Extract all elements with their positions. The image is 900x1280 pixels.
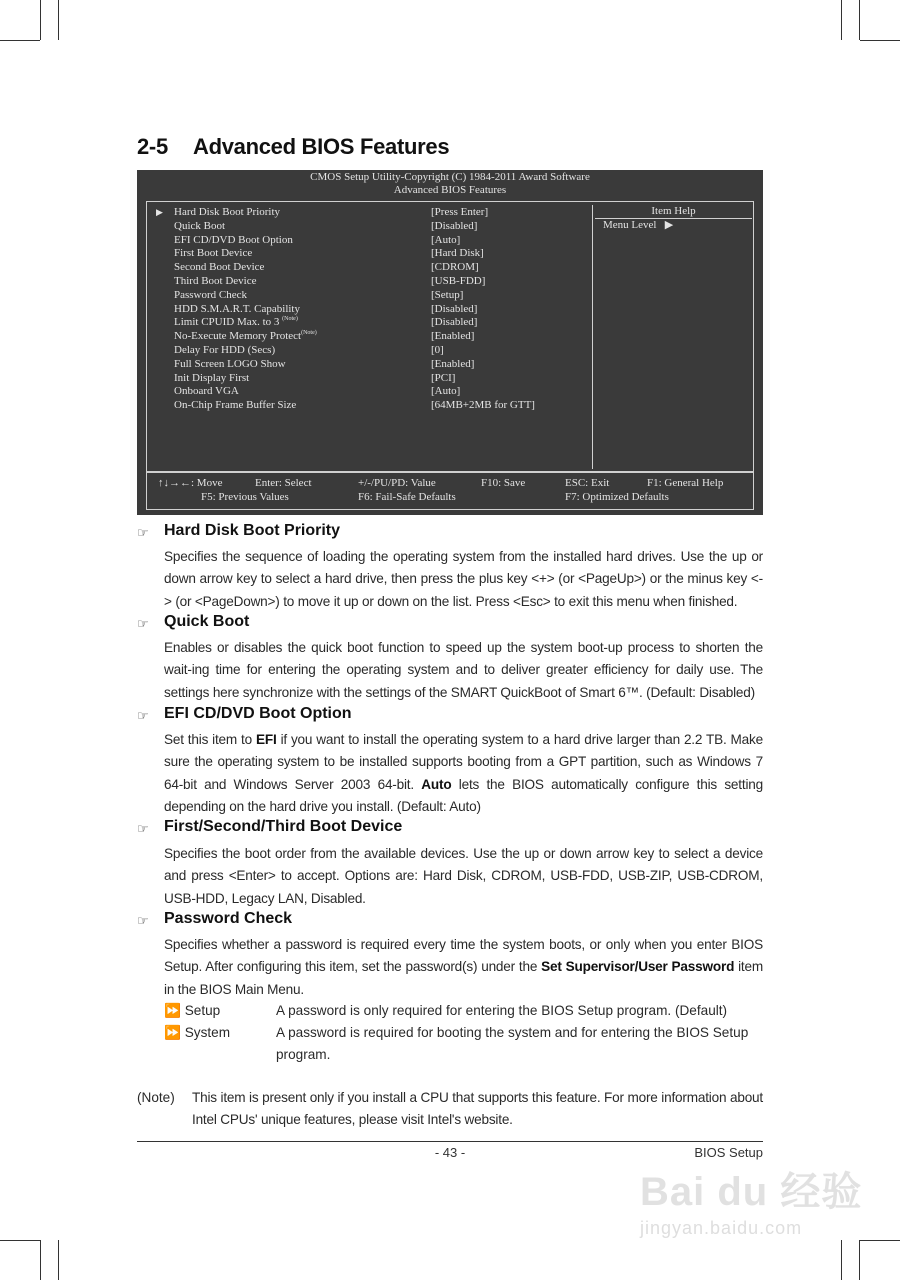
bios-value[interactable]: [Auto] — [431, 233, 461, 246]
bios-item-hdd-smart-capability[interactable]: HDD S.M.A.R.T. Capability — [174, 302, 300, 315]
bios-item-no-execute-memory-protect[interactable]: No-Execute Memory Protect$^{(Note)}$ — [174, 330, 317, 343]
pointing-hand-icon: ☞ — [137, 821, 149, 836]
key-hint-move: ↑↓→←: Move — [158, 477, 223, 489]
key-hint-value: +/-/PU/PD: Value — [358, 477, 436, 489]
feature-description: Enables or disables the quick boot function to speed up the system boot-up process to shorten the wait-ing time for entering the operating system and to deliver greater efficiency for daily use. The settings here synchronize with the settings of the SMART QuickBoot of Smart 6™. (Default: Disabled) — [164, 640, 763, 700]
feature-description: Specifies whether a password is required every time the system boots, or only when you enter BIOS Setup. After configuring this item, set the password(s) under the Set Supervisor/User Password item in the BIOS Main Menu. — [164, 937, 763, 997]
crop-mark — [859, 0, 860, 40]
crop-mark — [860, 40, 900, 41]
bios-item-second-boot-device[interactable]: Second Boot Device — [174, 261, 265, 274]
note-label: (Note) — [137, 1090, 175, 1105]
key-hint-optimized: F7: Optimized Defaults — [565, 491, 669, 503]
bios-value[interactable]: [USB-FDD] — [431, 275, 486, 287]
bios-item-efi-cd-dvd-boot-option[interactable]: EFI CD/DVD Boot Option — [174, 233, 293, 246]
bios-value[interactable]: [Press Enter] — [431, 206, 489, 218]
crop-mark — [58, 1240, 59, 1280]
bios-value[interactable]: [PCI] — [431, 371, 456, 384]
bios-value[interactable]: [Disabled] — [431, 302, 478, 315]
key-hint-fail-safe: F6: Fail-Safe Defaults — [358, 491, 456, 503]
crop-mark — [0, 40, 40, 41]
bios-value[interactable]: [64MB+2MB for GTT] — [431, 399, 535, 412]
watermark-logo: Bai du 经验 — [640, 1170, 863, 1214]
feature-title: First/Second/Third Boot Device — [164, 818, 403, 835]
bios-value[interactable]: [Auto] — [431, 385, 461, 398]
double-arrow-icon: ⏩ — [164, 1025, 181, 1040]
bios-item-on-chip-frame-buffer-size[interactable]: On-Chip Frame Buffer Size — [174, 399, 297, 412]
page-number: - 43 - — [434, 1145, 466, 1160]
note-superscript: (Note) — [301, 330, 317, 337]
option-system: ⏩ System — [164, 1025, 231, 1040]
crop-mark — [40, 0, 41, 40]
watermark-url: jingyan.baidu.com — [640, 1218, 803, 1238]
bios-item-full-screen-logo-show[interactable]: Full Screen LOGO Show — [174, 357, 286, 370]
feature-title: EFI CD/DVD Boot Option — [164, 705, 352, 722]
bios-value[interactable]: [Hard Disk] — [431, 247, 484, 260]
crop-mark — [40, 1240, 41, 1280]
bios-value[interactable]: [Enabled] — [431, 357, 475, 370]
bios-value[interactable]: [Enabled] — [431, 330, 475, 343]
bios-value[interactable]: [0] — [431, 344, 444, 356]
bios-value[interactable]: [Disabled] — [431, 316, 478, 329]
feature-description: Specifies the sequence of loading the operating system from the installed hard drives. Use the up or down arrow key to select a hard drive, then press the plus key <+> (or <PageUp>) or the minus key <-> (or <PageDown>) to move it up or down on the list. Press <Esc> to exit this menu when finished. — [164, 549, 763, 609]
feature-title: Password Check — [164, 910, 293, 927]
bios-header-copyright: CMOS Setup Utility-Copyright (C) 1984-2011 Award Software — [310, 171, 590, 183]
footer-rule — [137, 1141, 763, 1142]
crop-mark — [860, 1240, 900, 1241]
crop-mark — [841, 1240, 842, 1280]
key-hint-help: F1: General Help — [647, 477, 724, 489]
bios-value[interactable]: [CDROM] — [431, 261, 479, 274]
bios-item-first-boot-device[interactable]: First Boot Device — [174, 247, 253, 260]
key-hint-select: Enter: Select — [255, 477, 312, 489]
option-setup: ⏩ Setup — [164, 1003, 221, 1018]
key-hint-previous-values: F5: Previous Values — [201, 491, 289, 503]
double-arrow-icon: ⏩ — [164, 1003, 181, 1018]
bios-header-menu-title: Advanced BIOS Features — [393, 184, 507, 196]
submenu-arrow-icon: ▶ — [664, 219, 674, 231]
submenu-arrow-icon: ▶ — [156, 207, 163, 217]
note-text: This item is present only if you install a CPU that supports this feature. For more information about Intel CPUs' unique features, please visit Intel's website. — [192, 1090, 763, 1127]
section-number: 2-5 — [137, 134, 168, 159]
option-setup-desc: A password is only required for entering the BIOS Setup program. (Default) — [276, 1003, 728, 1018]
pointing-hand-icon: ☞ — [137, 708, 149, 723]
help-divider — [592, 205, 593, 469]
bios-item-init-display-first[interactable]: Init Display First — [174, 371, 250, 384]
bios-value[interactable]: [Setup] — [431, 288, 464, 301]
crop-mark — [859, 1240, 860, 1280]
bios-item-quick-boot[interactable]: Quick Boot — [174, 219, 226, 232]
section-title-text: Advanced BIOS Features — [193, 134, 450, 159]
bios-item-hard-disk-boot-priority[interactable]: Hard Disk Boot Priority — [174, 206, 281, 218]
bios-value[interactable]: [Disabled] — [431, 219, 478, 232]
bios-item-delay-for-hdd[interactable]: Delay For HDD (Secs) — [174, 344, 276, 356]
pointing-hand-icon: ☞ — [137, 616, 149, 631]
feature-title: Quick Boot — [164, 613, 250, 630]
bios-item-limit-cpuid[interactable]: Limit CPUID Max. to 3 $^{(Note)}$ — [174, 316, 298, 329]
crop-mark — [841, 0, 842, 40]
bios-item-onboard-vga[interactable]: Onboard VGA — [174, 385, 239, 398]
bios-screen — [137, 170, 763, 515]
key-hint-save: F10: Save — [481, 477, 526, 489]
pointing-hand-icon: ☞ — [137, 525, 149, 540]
menu-level — [603, 219, 673, 232]
feature-description: Specifies the boot order from the available devices. Use the up or down arrow key to select a device and press <Enter> to accept. Options are: Hard Disk, CDROM, USB-FDD, USB-ZIP, USB-CDROM, USB-HDD, Legacy LAN, Disabled. — [164, 846, 763, 906]
pointing-hand-icon: ☞ — [137, 913, 149, 928]
feature-description: Set this item to EFI if you want to install the operating system to a hard drive larger than 2.2 TB. Make sure the operating system to be installed supports booting from a GPT partition, such as Windows 7 64-bit and Windows Server 2003 64-bit. Auto lets the BIOS automatically configure this setting depending on the hard drive you install. (Default: Auto) — [164, 732, 763, 814]
crop-mark — [0, 1240, 40, 1241]
bios-item-third-boot-device[interactable]: Third Boot Device — [174, 275, 257, 287]
key-hint-exit: ESC: Exit — [565, 477, 610, 489]
bios-item-password-check[interactable]: Password Check — [174, 288, 248, 301]
feature-title: Hard Disk Boot Priority — [164, 522, 341, 539]
note-superscript: (Note) — [282, 316, 298, 323]
item-help-title: Item Help — [651, 205, 696, 217]
section-title — [137, 134, 449, 160]
crop-mark — [58, 0, 59, 40]
footer-section-label: BIOS Setup — [694, 1145, 763, 1160]
option-system-desc: A password is required for booting the system and for entering the BIOS Setup program. — [276, 1025, 749, 1062]
menu-level-label: Menu Level — [603, 219, 657, 231]
